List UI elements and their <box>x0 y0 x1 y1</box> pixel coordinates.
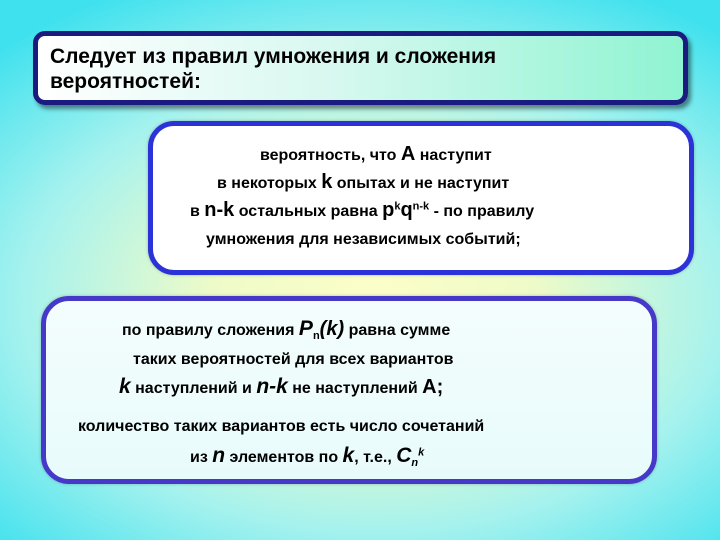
addition-rule-box <box>41 296 657 484</box>
box2-line-2: таких вероятностей для всех вариантов <box>133 351 454 368</box>
combinations-symbol: C <box>396 444 412 467</box>
p-symbol: p <box>382 199 395 221</box>
box2-line-5: из n элементов по k, т.е., $C_n^k$ <box>190 444 425 470</box>
title-box <box>33 31 688 105</box>
p-n-symbol: P <box>298 317 313 340</box>
k-symbol-2: k <box>119 375 131 398</box>
q-symbol: q <box>400 199 413 221</box>
box1-line-2: в некоторых k опытах и не наступит <box>217 171 510 193</box>
k-symbol-3: k <box>342 444 355 467</box>
slide-title <box>50 44 673 94</box>
n-symbol: n <box>212 444 226 467</box>
box2-line-1: по правилу сложения $P_n(k)$ равна сумме <box>122 317 451 343</box>
title-line-1: Следует из правил умножения и сложения <box>50 45 497 68</box>
box1-line-1: вероятность, что A наступит <box>260 143 492 165</box>
k-symbol: k <box>321 171 333 193</box>
p-exponent: k <box>394 200 401 213</box>
q-exponent: n-k <box>412 200 430 213</box>
box2-line-4: количество таких вариантов есть число сочетаний <box>78 418 485 435</box>
box2-line-3: k наступлений и n-k не наступлений A; <box>119 375 444 398</box>
n-minus-k-symbol-2: n-k <box>256 375 288 398</box>
box1-line-3: в n-k остальных равна $p^kq^{n-k}$ - по правилу <box>190 199 535 221</box>
multiplication-rule-box <box>148 121 694 275</box>
box1-line-4: умножения для независимых событий; <box>206 231 521 248</box>
n-minus-k-symbol: n-k <box>204 199 235 221</box>
title-line-2: вероятностей: <box>50 70 202 93</box>
event-symbol: A <box>400 143 416 165</box>
k-argument: (k) <box>319 318 345 340</box>
event-symbol-2: A; <box>422 376 444 398</box>
